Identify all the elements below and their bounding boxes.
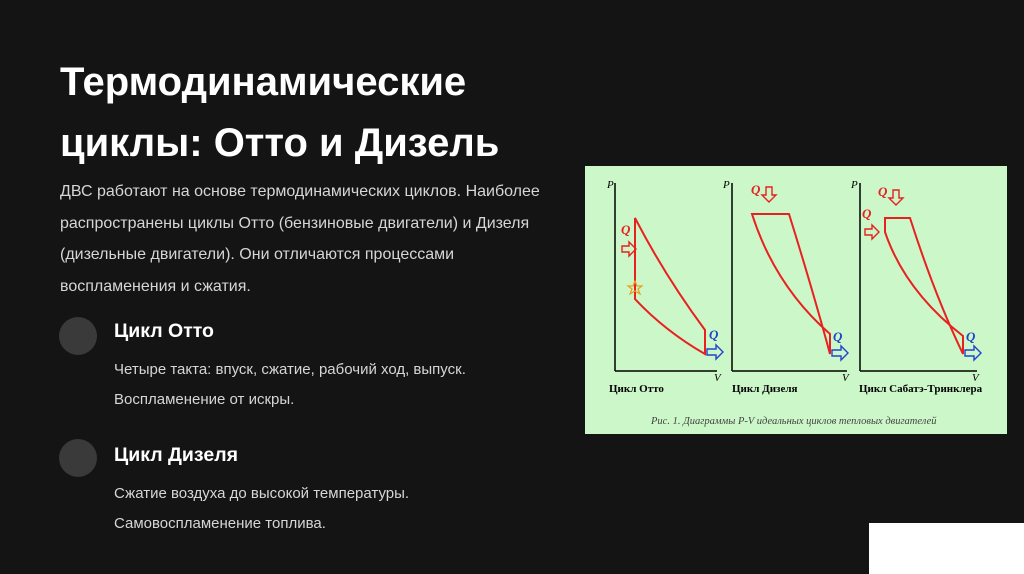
panel-label-otto: Цикл Отто bbox=[609, 383, 664, 395]
heat-in-arrow-icon bbox=[622, 242, 636, 256]
heat-out-label: Q bbox=[966, 329, 976, 344]
axis-p-label: P bbox=[723, 179, 730, 191]
heat-out-arrow-icon bbox=[965, 346, 981, 360]
heat-in-label: Q bbox=[751, 182, 761, 197]
section-line: Воспламенение от искры. bbox=[114, 391, 295, 408]
section-line: Сжатие воздуха до высокой температуры. bbox=[114, 485, 410, 502]
axis-p-label: P bbox=[851, 179, 858, 191]
sabathe-cycle-curve bbox=[885, 218, 963, 354]
corner-panel bbox=[869, 523, 1024, 574]
heat-out-arrow-icon bbox=[832, 346, 848, 360]
section-line: Четыре такта: впуск, сжатие, рабочий ход, выпуск. bbox=[114, 361, 466, 378]
heat-in-label: Q bbox=[878, 184, 888, 199]
heat-out-label: Q bbox=[709, 327, 719, 342]
section-bullet-otto bbox=[59, 317, 97, 355]
heat-in-arrow-icon bbox=[865, 225, 879, 239]
pv-diagram-svg bbox=[585, 166, 1007, 434]
otto-cycle-curve bbox=[635, 218, 705, 354]
panel-sabathe bbox=[850, 179, 983, 395]
panel-label-diesel: Цикл Дизеля bbox=[732, 383, 798, 395]
panel-label-sabathe: Цикл Сабатэ-Тринклера bbox=[859, 383, 983, 395]
heat-out-label: Q bbox=[833, 329, 843, 344]
intro-line: ДВС работают на основе термодинамических циклов. Наиболее bbox=[60, 183, 540, 200]
intro-line: распространены циклы Отто (бензиновые двигатели) и Дизеля bbox=[60, 214, 530, 232]
figure-caption: Рис. 1. Диаграммы P-V идеальных циклов тепловых двигателей bbox=[651, 416, 937, 427]
axis-v-label: V bbox=[842, 372, 849, 384]
panel-otto bbox=[606, 179, 723, 395]
heat-in-label: Q bbox=[862, 206, 872, 221]
slide-title bbox=[60, 52, 580, 174]
panel-diesel bbox=[722, 179, 850, 395]
heat-in-arrow-icon bbox=[762, 187, 776, 202]
axis-p-label: P bbox=[607, 179, 614, 191]
section-heading-diesel: Цикл Дизеля bbox=[114, 444, 238, 466]
heat-in-arrow-icon bbox=[889, 190, 903, 205]
section-bullet-diesel bbox=[59, 439, 97, 477]
heat-in-label: Q bbox=[621, 222, 631, 237]
heat-out-arrow-icon bbox=[707, 345, 723, 359]
section-heading-otto: Цикл Отто bbox=[114, 320, 214, 342]
title-line-2: циклы: Отто и Дизель bbox=[60, 121, 500, 165]
diesel-cycle-curve bbox=[752, 214, 830, 354]
intro-paragraph bbox=[60, 176, 575, 302]
axis-v-label: V bbox=[714, 372, 721, 384]
section-line: Самовоспламенение топлива. bbox=[114, 515, 326, 532]
pv-diagram-figure bbox=[585, 166, 1007, 434]
intro-line: воспламенения и сжатия. bbox=[60, 277, 251, 295]
title-line-1: Термодинамические bbox=[60, 60, 467, 104]
intro-line: (дизельные двигатели). Они отличаются процессами bbox=[60, 246, 455, 263]
axis-v-label: V bbox=[972, 372, 979, 384]
